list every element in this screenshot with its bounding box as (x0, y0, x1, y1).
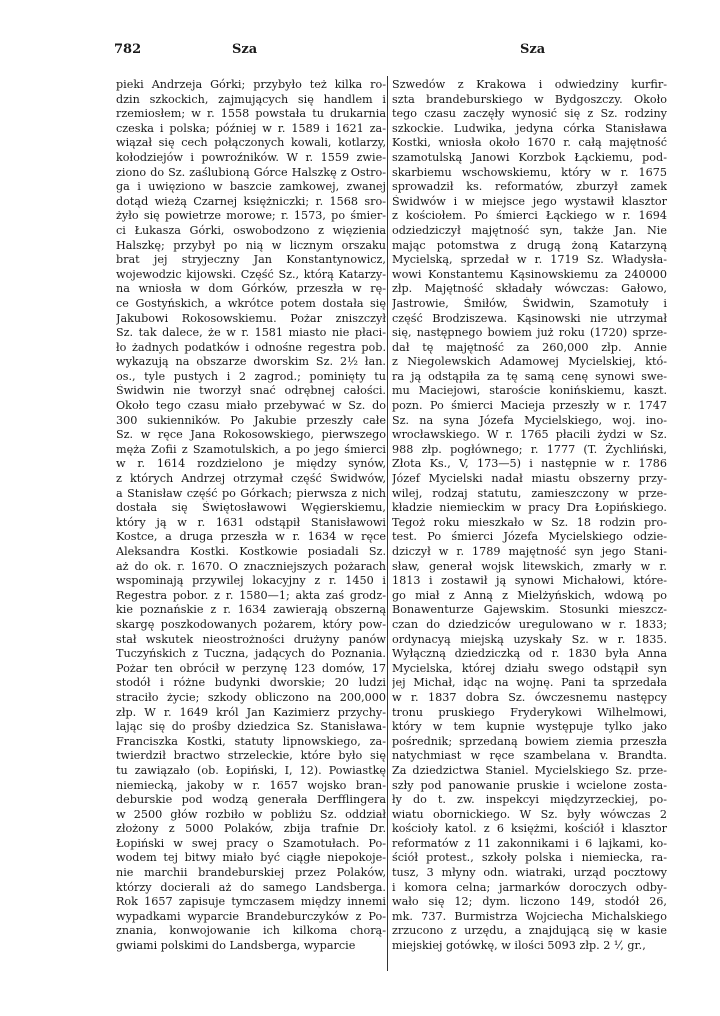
text-line: tusz, 3 młyny odn. wiatraki, urząd pocztowy (392, 866, 667, 880)
text-line: szły pod panowanie pruskie i wcielone zosta- (392, 778, 667, 792)
text-line: wodem tej bitwy miało być ciągłe niepokoje- (116, 851, 386, 865)
text-line: kie poznańskie z r. 1634 zawierają obszerną (116, 603, 386, 617)
text-line: Świdwów i w miejsce jego wystawił klasztor (392, 194, 667, 208)
text-line: Sz. tak dalece, że w r. 1581 miasto nie płaci- (116, 326, 386, 340)
text-line: miejskiej gotówkę, w ilości 5093 złp. 2 ⅟, gr., (392, 939, 646, 953)
text-line: szkockie. Ludwika, jedyna córka Stanisława (392, 121, 667, 135)
text-line: odziedziczył majętność syn, także Jan. Nie (392, 223, 667, 237)
text-line: którzy docierali aż do samego Landsberga. (116, 880, 386, 894)
text-line: Mycielska, której działu swego odstąpił syn (392, 661, 667, 675)
text-line: skargę poszkodowanych pożarem, który pow- (116, 617, 386, 631)
text-line: czeska i polska; później w r. 1589 i 1621 za- (116, 121, 386, 135)
text-line: pośrednik; sprzedaną bowiem ziemia przeszła (392, 734, 667, 748)
text-line: niemiecką, jakoby w r. 1657 wojsko bran- (116, 778, 386, 792)
text-line: dzin szkockich, zajmujących się handlem i (116, 92, 386, 106)
text-line: czan do dziedziców uregulowano w r. 1833; (392, 617, 667, 631)
text-line: jej Michał, idąc na wojnę. Pani ta sprzedała (392, 676, 667, 690)
text-line: wilej, rodzaj statutu, zamieszczony w prze- (392, 486, 667, 500)
text-line: Mycielską, sprzedał w r. 1719 Sz. Władysła- (392, 253, 667, 267)
text-line: Jakubowi Rokosowskiemu. Pożar zniszczył (116, 311, 386, 325)
text-line: Wyłączną dziedziczką od r. 1830 była Anna (392, 647, 667, 661)
page-number: 782 (114, 42, 142, 57)
text-line: ziono do Sz. zaślubioną Górce Halszkę z Ostro- (116, 165, 386, 179)
text-line: Tuczyńskich z Tuczna, jadących do Poznania. (116, 647, 386, 661)
text-line: mk. 737. Burmistrza Wojciecha Michalskiego (392, 909, 667, 923)
text-line: skarbiemu wschowskiemu, który w r. 1675 (392, 165, 667, 179)
running-head-right: Sza (520, 42, 546, 57)
text-line: ściół protest., szkoły polska i niemiecka, ra- (392, 851, 667, 865)
text-line: dostała się Świętosławowi Węgierskiemu, (116, 501, 386, 515)
text-line: żyło się powietrze morowe; r. 1573, po śmier- (116, 209, 386, 223)
text-line: z których Andrzej otrzymał część Świdwów, (116, 472, 386, 486)
text-line: szta brandeburskiego w Bydgoszczy. Około (392, 92, 667, 106)
text-line: ga i uwięziono w baszcie zamkowej, zwanej (116, 180, 386, 194)
text-line: Halszkę; przybył po nią w licznym orszaku (116, 238, 386, 252)
text-line: gwiami polskimi do Landsberga, wyparcie (116, 939, 356, 953)
text-line: wrocławskiego. W r. 1765 płacili żydzi w Sz. (392, 428, 667, 442)
text-line: tego czasu zaczęły wynosić się z Sz. rodziny (392, 107, 667, 121)
text-line: Złota Ks., V, 173—5) i następnie w r. 1786 (392, 457, 667, 471)
text-line: z kościołem. Po śmierci Łąckiego w r. 1694 (392, 209, 667, 223)
text-line: w 2500 głów rozbiło w pobliżu Sz. oddział (116, 807, 386, 821)
text-line: wypadkami wyparcie Brandeburczyków z Po- (116, 909, 386, 923)
text-line: twierdził bractwo strzeleckie, które było się (116, 749, 386, 763)
text-line: pozn. Po śmierci Macieja przeszły w r. 1747 (392, 399, 667, 413)
text-line: sław, generał wojsk litewskich, zmarły w r. (392, 559, 667, 573)
text-line: lając się do prośby dziedzica Sz. Stanisława- (116, 720, 386, 734)
text-line: aż do ok. r. 1670. O znaczniejszych pożarach (116, 559, 386, 573)
text-line: w r. 1614 rozdzielono je między synów, (116, 457, 386, 471)
text-line: Józef Mycielski nadał miastu obszerny przy- (392, 472, 667, 486)
text-line: Sz. na syna Józefa Mycielskiego, woj. ino- (392, 413, 667, 427)
text-line: ło żadnych podatków i odnośne regestra pob. (116, 340, 386, 354)
text-line: kołodziejów i powroźników. W r. 1559 zwie- (116, 150, 386, 164)
text-line: Za dziedzictwa Staniel. Mycielskiego Sz. prze- (392, 763, 667, 777)
text-line: mu Maciejowi, staroście konińskiemu, kaszt. (392, 384, 667, 398)
text-line: Franciszka Kostki, statuty lipnowskiego, za- (116, 734, 386, 748)
text-line: wało się 12; dym. liczono 149, stodół 26, (392, 895, 667, 909)
text-line: część Brodziszewa. Kąsinowski nie utrzymał (392, 311, 667, 325)
text-line: znania, konwojowanie ich kilkoma chorą- (116, 924, 386, 938)
text-line: Kostce, a druga przeszła w r. 1634 w ręce (116, 530, 386, 544)
text-line: pieki Andrzeja Górki; przybyło też kilka ro- (116, 78, 386, 91)
text-line: i komora celna; jarmarków doroczych odby- (392, 880, 667, 894)
text-line: Szwedów z Krakowa i odwiedziny kurfir- (392, 78, 667, 91)
text-line: kładzie niemieckim w pracy Dra Łopińskiego. (392, 501, 667, 515)
text-line: który w tem kupnie występuje tylko jako (392, 720, 667, 734)
text-line: Rok 1657 zapisuje tymczasem między innemi (116, 895, 386, 909)
text-line: ce Gostyńskich, a wkrótce potem dostała się (116, 296, 386, 310)
text-line: sprowadził ks. reformatów, zburzył zamek (392, 180, 667, 194)
text-line: kościoły katol. z 6 księżmi, kościół i klasztor (392, 822, 667, 836)
text-line: dał tę majętność za 260,000 złp. Annie (392, 340, 667, 354)
text-line: natychmiast w ręce szambelana v. Brandta. (392, 749, 667, 763)
text-line: wiązał się cech połączonych kowali, kotlarzy, (116, 136, 386, 150)
text-line: nie marchii brandeburskiej przez Polaków, (116, 866, 386, 880)
text-line: straciło życie; szkody obliczono na 200,000 (116, 690, 386, 704)
text-line: rzemiosłem; w r. 1558 powstała tu drukarnia (116, 107, 386, 121)
column-divider (387, 76, 388, 971)
text-line: na wniosła w dom Górków, przeszła w rę- (116, 282, 386, 296)
text-line: szamotulską Janowi Korzbok Łąckiemu, pod- (392, 150, 667, 164)
text-line: ra ją odstąpiła za tę samą cenę synowi swe- (392, 369, 667, 383)
text-line: wojewodzic kijowski. Część Sz., którą Katarzy- (116, 267, 386, 281)
text-line: tu zawiązało (ob. Łopiński, I, 12). Powiastkę (116, 763, 386, 777)
text-line: Pożar ten obrócił w perzynę 123 domów, 17 (116, 661, 386, 675)
text-line: brat jej stryjeczny Jan Konstantynowicz, (116, 253, 386, 267)
left-text-column (116, 78, 386, 954)
text-line: wykazują na obszarze dworskim Sz. 2½ łan. (116, 355, 386, 369)
text-line: stał wskutek nieostrożności drużyny panów (116, 632, 386, 646)
text-line: 300 sukienników. Po Jakubie przeszły całe (116, 413, 386, 427)
text-line: wspominają przywilej lokacyjny z r. 1450 i (116, 574, 386, 588)
text-line: z Niegolewskich Adamowej Mycielskiej, któ- (392, 355, 667, 369)
text-line: ły do t. zw. inspekcyi międzyrzeckiej, po- (392, 793, 667, 807)
text-line: wowi Konstantemu Kąsinowskiemu za 240000 (392, 267, 667, 281)
text-line: reformatów z 11 zakonnikami i 6 lajkami, ko- (392, 836, 667, 850)
text-line: test. Po śmierci Józefa Mycielskiego odzie- (392, 530, 667, 544)
text-line: Około tego czasu miało przebywać w Sz. do (116, 399, 386, 413)
text-line: mając potomstwa z drugą żoną Katarzyną (392, 238, 667, 252)
text-line: tronu pruskiego Fryderykowi Wilhelmowi, (392, 705, 667, 719)
text-line: 1813 i zostawił ją synowi Michałowi, które- (392, 574, 667, 588)
text-line: Kostki, wniosła około 1670 r. całą majętność (392, 136, 667, 150)
text-line: Tegoż roku mieszkało w Sz. 18 rodzin pro- (392, 515, 667, 529)
text-line: Łopiński w swej pracy o Szamotułach. Po- (116, 836, 386, 850)
text-line: Aleksandra Kostki. Kostkowie posiadali Sz. (116, 545, 386, 558)
text-line: Regestra pobor. z r. 1580—1; akta zaś grodz- (116, 588, 386, 602)
text-line: dziczył w r. 1789 majętność syn jego Stani- (392, 545, 667, 558)
text-line: stodół i różne budynki dworskie; 20 ludzi (116, 676, 386, 690)
running-head-left: Sza (232, 42, 258, 57)
text-line: wiatu obornickiego. W Sz. były wówczas 2 (392, 807, 667, 821)
text-line: się, następnego bowiem już roku (1720) sprze- (392, 326, 667, 340)
text-line: ci Łukasza Górki, oswobodzono z więzienia (116, 223, 386, 237)
text-line: który ją w r. 1631 odstąpił Stanisławowi (116, 515, 386, 529)
text-line: ordynacyą miejską uzyskały Sz. w r. 1835. (392, 632, 667, 646)
text-line: złp. Majętność składały wówczas: Gałowo, (392, 282, 667, 296)
right-text-column (392, 78, 667, 954)
text-line: 988 złp. pogłównego; r. 1777 (T. Żychliński, (392, 442, 667, 456)
text-line: męża Zofii z Szamotulskich, a po jego śmierci (116, 442, 386, 456)
text-line: Jastrowie, Śmiłów, Świdwin, Szamotuły i (392, 296, 667, 310)
text-line: deburskie pod wodzą generała Derfflingera (116, 793, 386, 807)
text-line: zrzucono z urzędu, a znajdującą się w kasie (392, 924, 667, 938)
text-line: złożony z 5000 Polaków, zbija trafnie Dr. (116, 822, 386, 836)
text-line: w r. 1837 dobra Sz. ówczesnemu następcy (392, 690, 667, 704)
text-line: Sz. w ręce Jana Rokosowskiego, pierwszego (116, 428, 386, 442)
text-line: os., tyle pustych i 2 zagrod.; pominięty tu (116, 369, 386, 383)
text-line: Świdwin nie tworzył snać odrębnej całości. (116, 384, 386, 398)
text-line: a Stanisław część po Górkach; pierwsza z nich (116, 486, 386, 500)
text-line: Bonawenturze Gajewskim. Stosunki mieszcz- (392, 603, 667, 617)
text-line: dotąd wieżą Czarnej księżniczki; r. 1568 sro- (116, 194, 386, 208)
text-line: go miał z Anną z Mielżyńskich, wdową po (392, 588, 667, 602)
text-line: złp. W r. 1649 król Jan Kazimierz przychy- (116, 705, 386, 719)
